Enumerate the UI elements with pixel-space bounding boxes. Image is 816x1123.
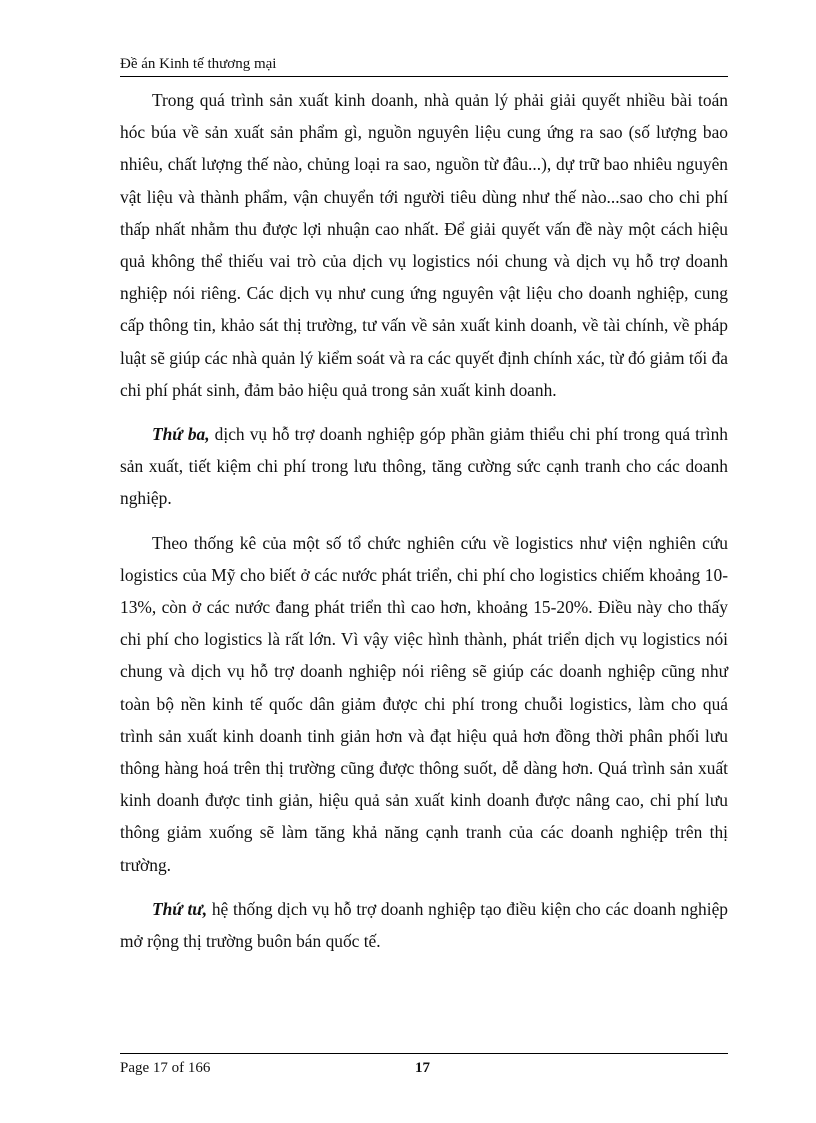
paragraph-lead: Thứ tư, bbox=[152, 898, 208, 919]
paragraph-logistics-statistics bbox=[120, 527, 728, 881]
page-number: 17 bbox=[415, 1060, 430, 1076]
paragraph-production-management bbox=[120, 84, 728, 406]
paragraph-lead: Thứ ba, bbox=[152, 424, 210, 445]
page-counter: Page 17 of 166 bbox=[120, 1060, 211, 1076]
paragraph-text: dịch vụ hỗ trợ doanh nghiệp góp phần giảm thiểu chi phí trong quá trình sản xuất, tiết kiệm chi phí trong lưu thông, tăng cường sức cạnh tranh cho các doanh nghiệp. bbox=[120, 424, 728, 509]
paragraph-fourth-point bbox=[120, 893, 728, 957]
paragraph-third-point bbox=[120, 418, 728, 515]
paragraph-text: Trong quá trình sản xuất kinh doanh, nhà quản lý phải giải quyết nhiều bài toán hóc búa về sản xuất sản phẩm gì, nguồn nguyên liệu cung ứng ra sao (số lượng bao nhiêu, chất lượng thế nào, chủng loại ra sao, nguồn từ đâu...), dự trữ bao nhiêu nguyên vật liệu và thành phẩm, vận chuyển tới người tiêu dùng như thế nào...sao cho chi phí thấp nhất nhằm thu được lợi nhuận cao nhất. Để giải quyết vấn đề này một cách hiệu quả không thể thiếu vai trò của dịch vụ logistics nói chung và dịch vụ hỗ trợ doanh nghiệp nói riêng. Các dịch vụ như cung ứng nguyên vật liệu cho doanh nghiệp, cung cấp thông tin, khảo sát thị trường, tư vấn về sản xuất kinh doanh, về tài chính, về pháp luật sẽ giúp các nhà quản lý kiểm soát và ra các quyết định chính xác, từ đó giảm tối đa chi phí phát sinh, đảm bảo hiệu quả trong sản xuất kinh doanh. bbox=[120, 90, 728, 400]
paragraph-text: Theo thống kê của một số tổ chức nghiên cứu về logistics như viện nghiên cứu logistics của Mỹ cho biết ở các nước phát triển, chi phí cho logistics chiếm khoảng 10-13%, còn ở các nước đang phát triển thì cao hơn, khoảng 15-20%. Điều này cho thấy chi phí cho logistics là rất lớn. Vì vậy việc hình thành, phát triển dịch vụ logistics nói chung và dịch vụ hỗ trợ doanh nghiệp nói riêng sẽ giúp các doanh nghiệp cũng như toàn bộ nền kinh tế quốc dân giảm được chi phí trong chuỗi logistics, làm cho quá trình sản xuất kinh doanh tinh giản hơn và đạt hiệu quả hơn đồng thời phân phối lưu thông hàng hoá trên thị trường cũng được thông suốt, dễ dàng hơn. Quá trình sản xuất kinh doanh được tinh giản, hiệu quả sản xuất kinh doanh được nâng cao, chi phí lưu thông giảm xuống sẽ làm tăng khả năng cạnh tranh của các doanh nghiệp trên thị trường. bbox=[120, 532, 728, 875]
paragraph-text: hệ thống dịch vụ hỗ trợ doanh nghiệp tạo điều kiện cho các doanh nghiệp mở rộng thị trường buôn bán quốc tế. bbox=[120, 898, 728, 952]
document-body bbox=[120, 84, 728, 969]
document-title: Đề án Kinh tế thương mại bbox=[120, 56, 277, 72]
page-footer bbox=[120, 1053, 728, 1080]
page-header bbox=[120, 52, 728, 77]
